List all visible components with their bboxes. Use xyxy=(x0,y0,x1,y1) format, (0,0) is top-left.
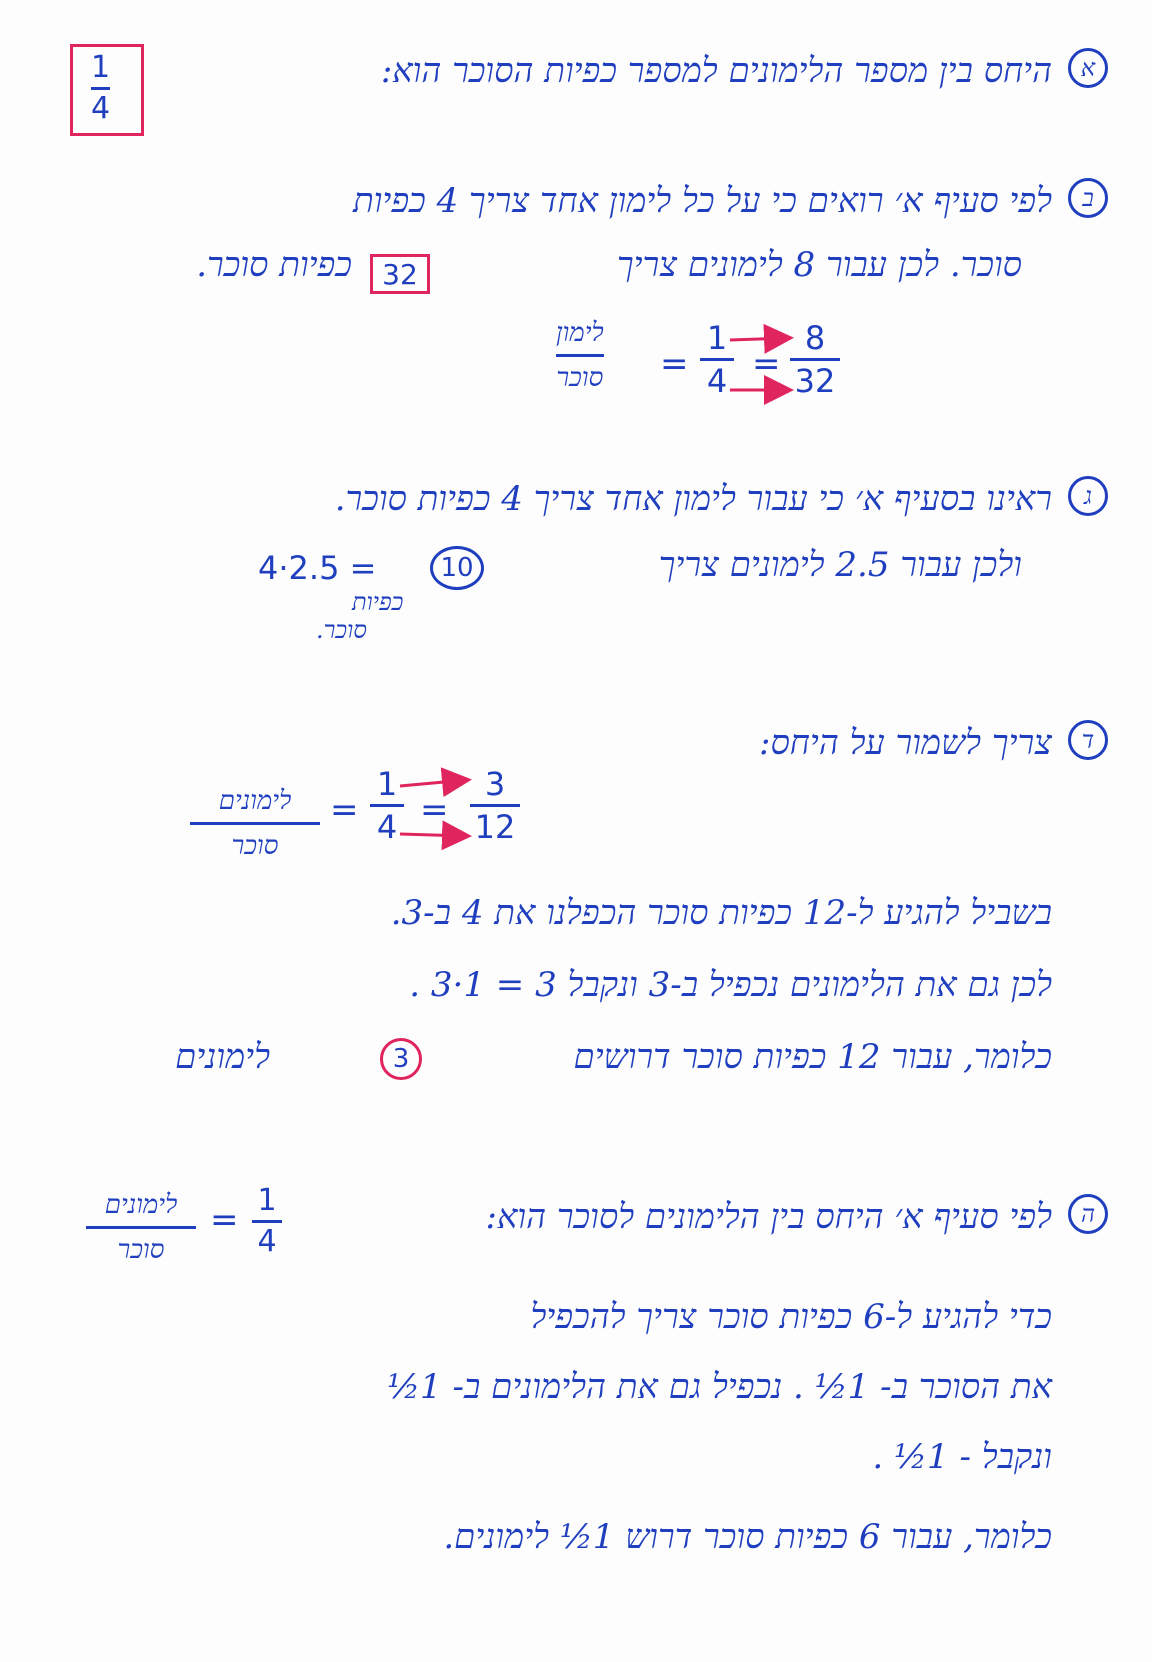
answer-fraction-a: 1 4 xyxy=(91,50,111,126)
section-d-line-4: כלומר, עבור 12 כפיות סוכר דרושים xyxy=(573,1037,1052,1077)
answer-circle-d: 3 xyxy=(380,1038,422,1080)
section-marker-a: א xyxy=(1068,48,1108,88)
section-marker-c: ג xyxy=(1068,476,1108,516)
arrow-icon xyxy=(400,780,466,786)
ratio-label-d: לימונים סוכר xyxy=(190,786,320,861)
fraction-1-4-e: 1 4 xyxy=(252,1186,282,1257)
section-b-line-1: לפי סעיף א׳ רואים כי על כל לימון אחד צריך 4 כפיות xyxy=(353,181,1052,221)
section-e-line-3: את הסוכר ב- 1½ . נכפיל גם את הלימונים ב- 1½ xyxy=(387,1367,1052,1407)
section-a-text: היחס בין מספר הלימונים למספר כפיות הסוכר הוא: xyxy=(380,51,1052,91)
section-marker-b: ב xyxy=(1068,178,1108,218)
arrow-icon xyxy=(730,338,788,340)
equals-sign: = xyxy=(330,790,359,830)
calc-note-c-1: כפיות xyxy=(352,588,404,616)
fraction-3-12-d: 3 12 xyxy=(470,768,520,843)
equals-sign: = xyxy=(660,344,689,384)
arrow-icon xyxy=(400,834,466,836)
section-marker-e: ה xyxy=(1068,1194,1108,1234)
equals-sign: = xyxy=(210,1200,239,1240)
section-c-line-1: ראינו בסעיף א׳ כי עבור לימון אחד צריך 4 כפיות סוכר. xyxy=(334,479,1052,519)
section-e-line-1: לפי סעיף א׳ היחס בין הלימונים לסוכר הוא: xyxy=(485,1197,1052,1237)
section-marker-d: ד xyxy=(1068,720,1108,760)
section-e-line-2: כדי להגיע ל-6 כפיות סוכר צריך להכפיל xyxy=(530,1297,1052,1337)
equals-sign: = xyxy=(752,344,781,384)
fraction-1-4-d: 1 4 xyxy=(370,768,404,843)
section-e-line-4: ונקבל - 1½ . xyxy=(872,1437,1052,1477)
section-d-line-1: צריך לשמור על היחס: xyxy=(759,723,1052,763)
section-e-line-5: כלומר, עבור 6 כפיות סוכר דרוש 1½ לימונים. xyxy=(443,1517,1052,1557)
calc-c: 4·2.5 = xyxy=(258,549,377,587)
section-d-line-5: לימונים xyxy=(175,1037,270,1077)
section-c-line-2: ולכן עבור 2.5 לימונים צריך xyxy=(658,545,1022,585)
equals-sign: = xyxy=(420,790,449,830)
calc-note-c-2: סוכר. xyxy=(316,616,367,644)
answer-box-b: 32 xyxy=(370,254,430,294)
ratio-label-b: לימון סוכר xyxy=(556,318,604,393)
fraction-8-32-b: 8 32 xyxy=(790,322,840,397)
ratio-label-e: לימונים סוכר xyxy=(86,1190,196,1265)
answer-circle-c: 10 xyxy=(430,546,484,590)
section-b-line-2: סוכר. לכן עבור 8 לימונים צריך xyxy=(616,245,1022,285)
fraction-1-4-b: 1 4 xyxy=(700,322,734,397)
section-b-line-3: כפיות סוכר. xyxy=(196,245,352,285)
section-d-line-2: בשביל להגיע ל-12 כפיות סוכר הכפלנו את 4 ב-3. xyxy=(390,893,1052,933)
section-d-line-3: לכן גם את הלימונים נכפיל ב-3 ונקבל 3 = 1·3 . xyxy=(409,965,1052,1005)
